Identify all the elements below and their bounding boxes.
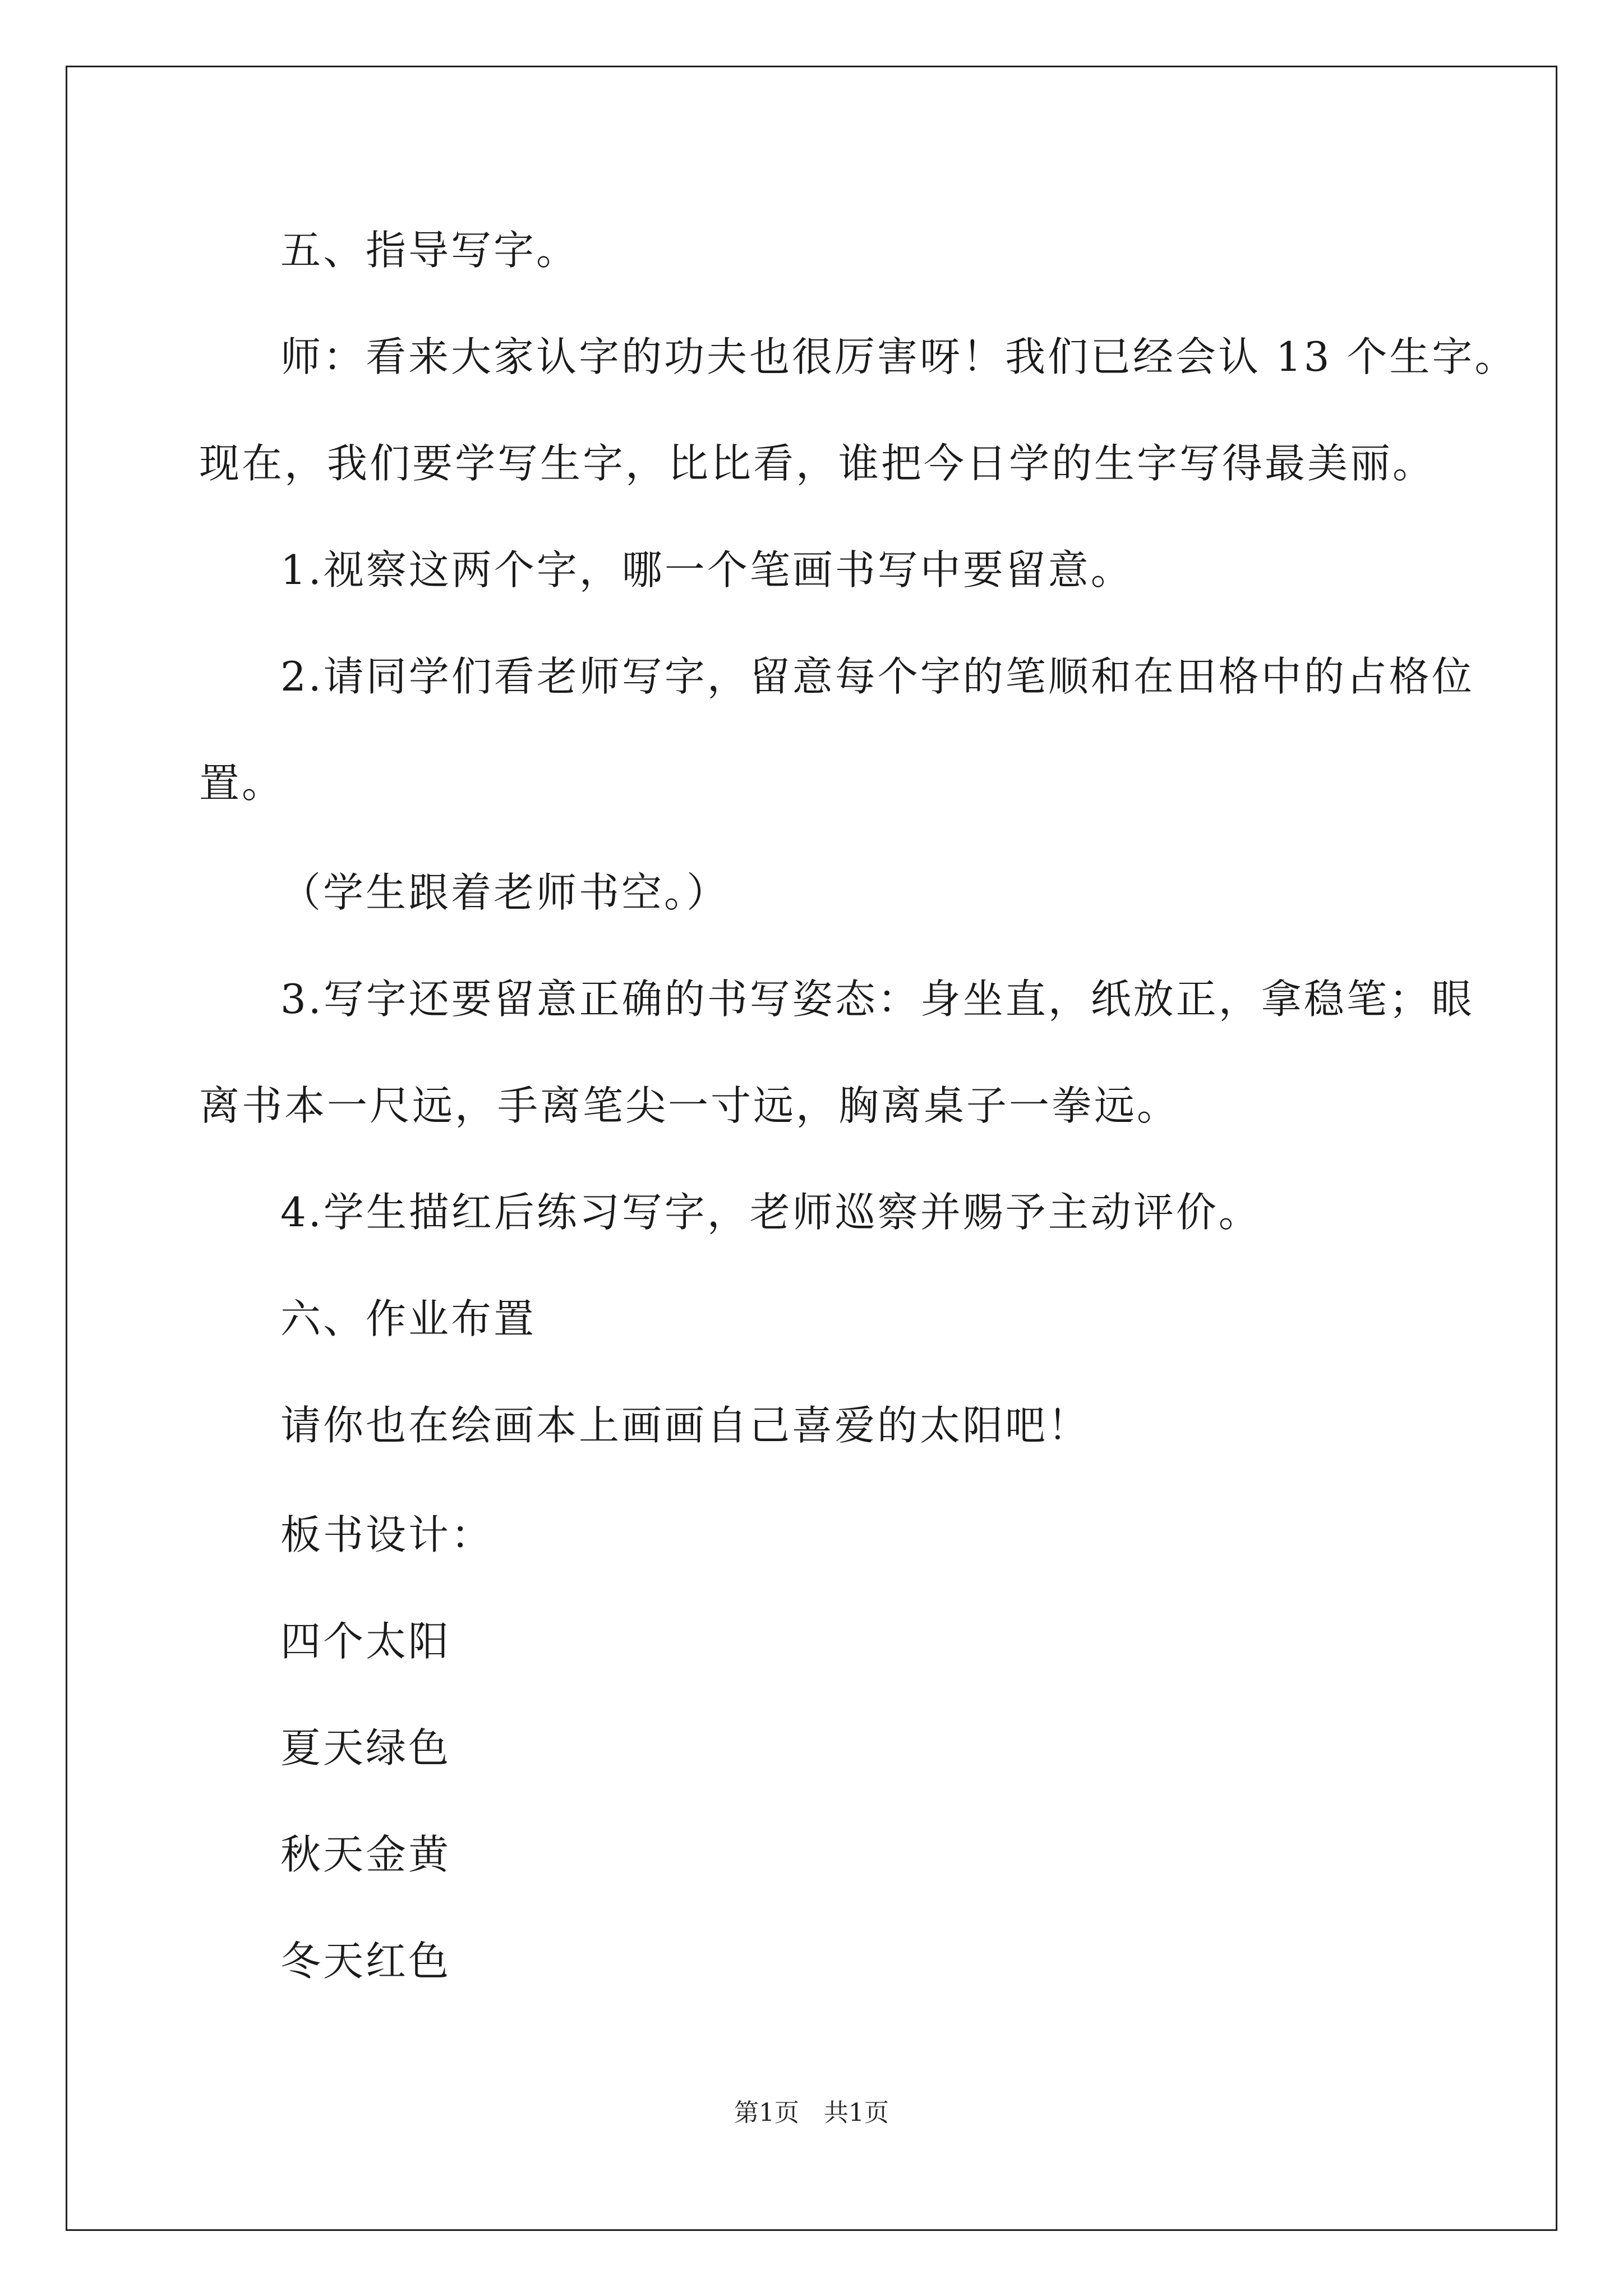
section-heading-writing: 五、指导写字。 xyxy=(280,227,579,274)
board-item-autumn: 秋天金黄 xyxy=(280,1831,451,1878)
paragraph-teacher-line-2: 现在，我们要学写生字，比比看，谁把今日学的生字写得最美丽。 xyxy=(199,440,1436,487)
board-item-four-suns: 四个太阳 xyxy=(280,1618,451,1665)
paragraph-teacher-line-1: 师：看来大家认字的功夫也很厉害呀！我们已经会认 13 个生字。 xyxy=(280,333,1518,380)
board-item-summer: 夏天绿色 xyxy=(280,1724,451,1772)
list-item-2-line-1: 2.请同学们看老师写字，留意每个字的笔顺和在田格中的占格位 xyxy=(280,653,1474,700)
list-item-3-line-1: 3.写字还要留意正确的书写姿态：身坐直，纸放正，拿稳笔；眼 xyxy=(280,976,1474,1023)
list-item-4: 4.学生描红后练习写字，老师巡察并赐予主动评价。 xyxy=(280,1189,1261,1236)
section-heading-homework: 六、作业布置 xyxy=(280,1295,537,1342)
homework-text: 请你也在绘画本上画画自己喜爱的太阳吧！ xyxy=(280,1402,1091,1449)
list-item-2-line-2: 置。 xyxy=(199,760,285,807)
page-number-footer: 第1页 共1页 xyxy=(734,2099,889,2127)
note-students-air-writing: （学生跟着老师书空。） xyxy=(280,869,730,916)
list-item-3-line-2: 离书本一尺远，手离笔尖一寸远，胸离桌子一拳远。 xyxy=(199,1082,1180,1129)
page-border xyxy=(66,66,1557,2231)
list-item-1: 1.视察这两个字，哪一个笔画书写中要留意。 xyxy=(280,546,1133,593)
board-item-winter: 冬天红色 xyxy=(280,1938,451,1985)
board-design-label: 板书设计： xyxy=(280,1511,494,1558)
